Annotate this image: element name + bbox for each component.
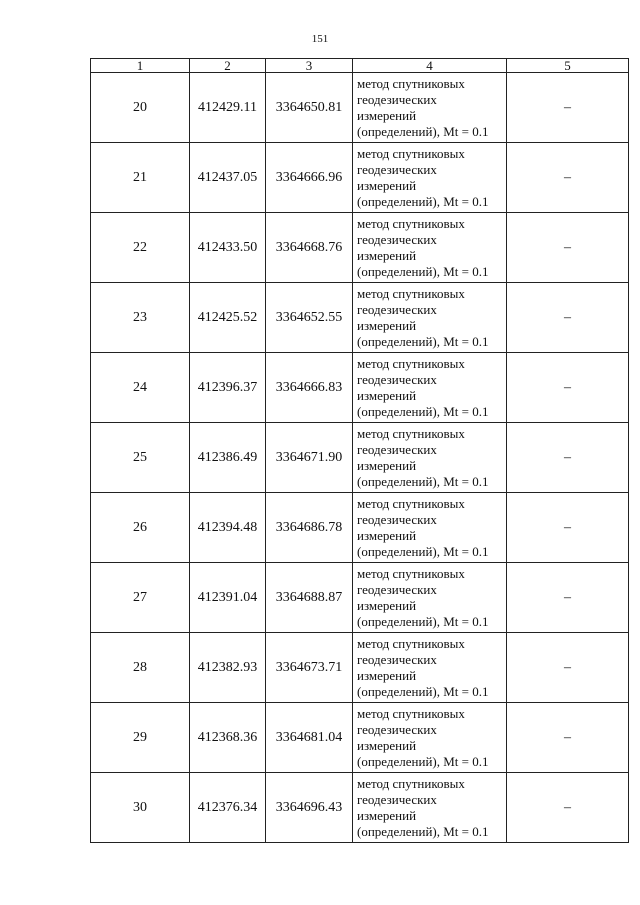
x-coordinate-cell: 412386.49 (190, 423, 266, 493)
x-coordinate-cell: 412437.05 (190, 143, 266, 213)
table-row (91, 633, 629, 703)
y-coordinate-cell: 3364666.96 (266, 143, 353, 213)
method-text-line: (определений), Mt = 0.1 (357, 333, 489, 349)
method-text-line: измерений (357, 667, 417, 683)
method-text-line: (определений), Mt = 0.1 (357, 613, 489, 629)
method-text-line: метод спутниковых (357, 775, 465, 791)
y-coordinate-cell: 3364688.87 (266, 563, 353, 633)
y-coordinate-cell: 3364650.81 (266, 73, 353, 143)
method-text-line: измерений (357, 527, 417, 543)
method-text-line: геодезических (357, 161, 437, 177)
page-number: 151 (311, 33, 329, 45)
method-cell (353, 493, 507, 563)
method-text-line: метод спутниковых (357, 635, 465, 651)
method-cell (353, 353, 507, 423)
table-row (91, 143, 629, 213)
method-text-line: измерений (357, 457, 417, 473)
x-coordinate-cell: 412376.34 (190, 773, 266, 843)
table-row (91, 283, 629, 353)
point-number-cell: 29 (91, 703, 190, 773)
point-number-cell: 27 (91, 563, 190, 633)
x-coordinate-cell: 412394.48 (190, 493, 266, 563)
method-text-line: (определений), Mt = 0.1 (357, 193, 489, 209)
method-cell (353, 143, 507, 213)
point-number-cell: 22 (91, 213, 190, 283)
y-coordinate-cell: 3364696.43 (266, 773, 353, 843)
method-text-line: метод спутниковых (357, 705, 465, 721)
point-number-cell: 24 (91, 353, 190, 423)
table-row (91, 353, 629, 423)
table-header-row (91, 59, 629, 73)
column-5-cell: – (507, 563, 629, 633)
method-text-line: геодезических (357, 581, 437, 597)
method-text-line: геодезических (357, 301, 437, 317)
method-text-line: (определений), Mt = 0.1 (357, 123, 489, 139)
method-text-line: метод спутниковых (357, 145, 465, 161)
x-coordinate-cell: 412433.50 (190, 213, 266, 283)
column-5-cell: – (507, 73, 629, 143)
column-5-cell: – (507, 353, 629, 423)
x-coordinate-cell: 412382.93 (190, 633, 266, 703)
method-text-line: метод спутниковых (357, 495, 465, 511)
column-5-cell: – (507, 633, 629, 703)
column-5-cell: – (507, 773, 629, 843)
x-coordinate-cell: 412425.52 (190, 283, 266, 353)
method-text-line: измерений (357, 177, 417, 193)
column-header-4: 4 (353, 59, 507, 73)
method-cell (353, 633, 507, 703)
y-coordinate-cell: 3364681.04 (266, 703, 353, 773)
method-cell (353, 703, 507, 773)
y-coordinate-cell: 3364671.90 (266, 423, 353, 493)
point-number-cell: 20 (91, 73, 190, 143)
table-row (91, 213, 629, 283)
method-text-line: геодезических (357, 721, 437, 737)
point-number-cell: 30 (91, 773, 190, 843)
point-number-cell: 23 (91, 283, 190, 353)
method-cell (353, 73, 507, 143)
method-text-line: геодезических (357, 231, 437, 247)
method-cell (353, 773, 507, 843)
method-text-line: (определений), Mt = 0.1 (357, 403, 489, 419)
method-text-line: метод спутниковых (357, 425, 465, 441)
method-text-line: геодезических (357, 791, 437, 807)
coordinates-table (90, 58, 629, 843)
column-header-1: 1 (91, 59, 190, 73)
method-text-line: метод спутниковых (357, 285, 465, 301)
point-number-cell: 26 (91, 493, 190, 563)
method-text-line: метод спутниковых (357, 355, 465, 371)
method-text-line: геодезических (357, 651, 437, 667)
y-coordinate-cell: 3364652.55 (266, 283, 353, 353)
method-cell (353, 563, 507, 633)
method-text-line: измерений (357, 107, 417, 123)
column-5-cell: – (507, 143, 629, 213)
method-text-line: (определений), Mt = 0.1 (357, 473, 489, 489)
method-text-line: (определений), Mt = 0.1 (357, 683, 489, 699)
method-text-line: геодезических (357, 511, 437, 527)
method-cell (353, 213, 507, 283)
table-row (91, 703, 629, 773)
method-text-line: (определений), Mt = 0.1 (357, 823, 489, 839)
method-text-line: измерений (357, 737, 417, 753)
y-coordinate-cell: 3364686.78 (266, 493, 353, 563)
table-row (91, 493, 629, 563)
method-text-line: метод спутниковых (357, 75, 465, 91)
method-text-line: измерений (357, 597, 417, 613)
table-row (91, 773, 629, 843)
column-5-cell: – (507, 703, 629, 773)
method-text-line: геодезических (357, 441, 437, 457)
column-5-cell: – (507, 283, 629, 353)
method-text-line: (определений), Mt = 0.1 (357, 263, 489, 279)
table-row (91, 423, 629, 493)
method-text-line: измерений (357, 807, 417, 823)
method-text-line: метод спутниковых (357, 215, 465, 231)
table-row (91, 73, 629, 143)
method-cell (353, 283, 507, 353)
column-5-cell: – (507, 213, 629, 283)
point-number-cell: 21 (91, 143, 190, 213)
method-text-line: (определений), Mt = 0.1 (357, 543, 489, 559)
x-coordinate-cell: 412429.11 (190, 73, 266, 143)
column-5-cell: – (507, 493, 629, 563)
method-text-line: геодезических (357, 91, 437, 107)
table-body (91, 73, 629, 843)
method-text-line: метод спутниковых (357, 565, 465, 581)
y-coordinate-cell: 3364666.83 (266, 353, 353, 423)
column-header-3: 3 (266, 59, 353, 73)
method-text-line: измерений (357, 387, 417, 403)
x-coordinate-cell: 412391.04 (190, 563, 266, 633)
x-coordinate-cell: 412396.37 (190, 353, 266, 423)
y-coordinate-cell: 3364668.76 (266, 213, 353, 283)
method-cell (353, 423, 507, 493)
y-coordinate-cell: 3364673.71 (266, 633, 353, 703)
method-text-line: измерений (357, 247, 417, 263)
method-text-line: (определений), Mt = 0.1 (357, 753, 489, 769)
point-number-cell: 28 (91, 633, 190, 703)
x-coordinate-cell: 412368.36 (190, 703, 266, 773)
method-text-line: геодезических (357, 371, 437, 387)
column-header-5: 5 (507, 59, 629, 73)
table-row (91, 563, 629, 633)
method-text-line: измерений (357, 317, 417, 333)
column-5-cell: – (507, 423, 629, 493)
point-number-cell: 25 (91, 423, 190, 493)
column-header-2: 2 (190, 59, 266, 73)
